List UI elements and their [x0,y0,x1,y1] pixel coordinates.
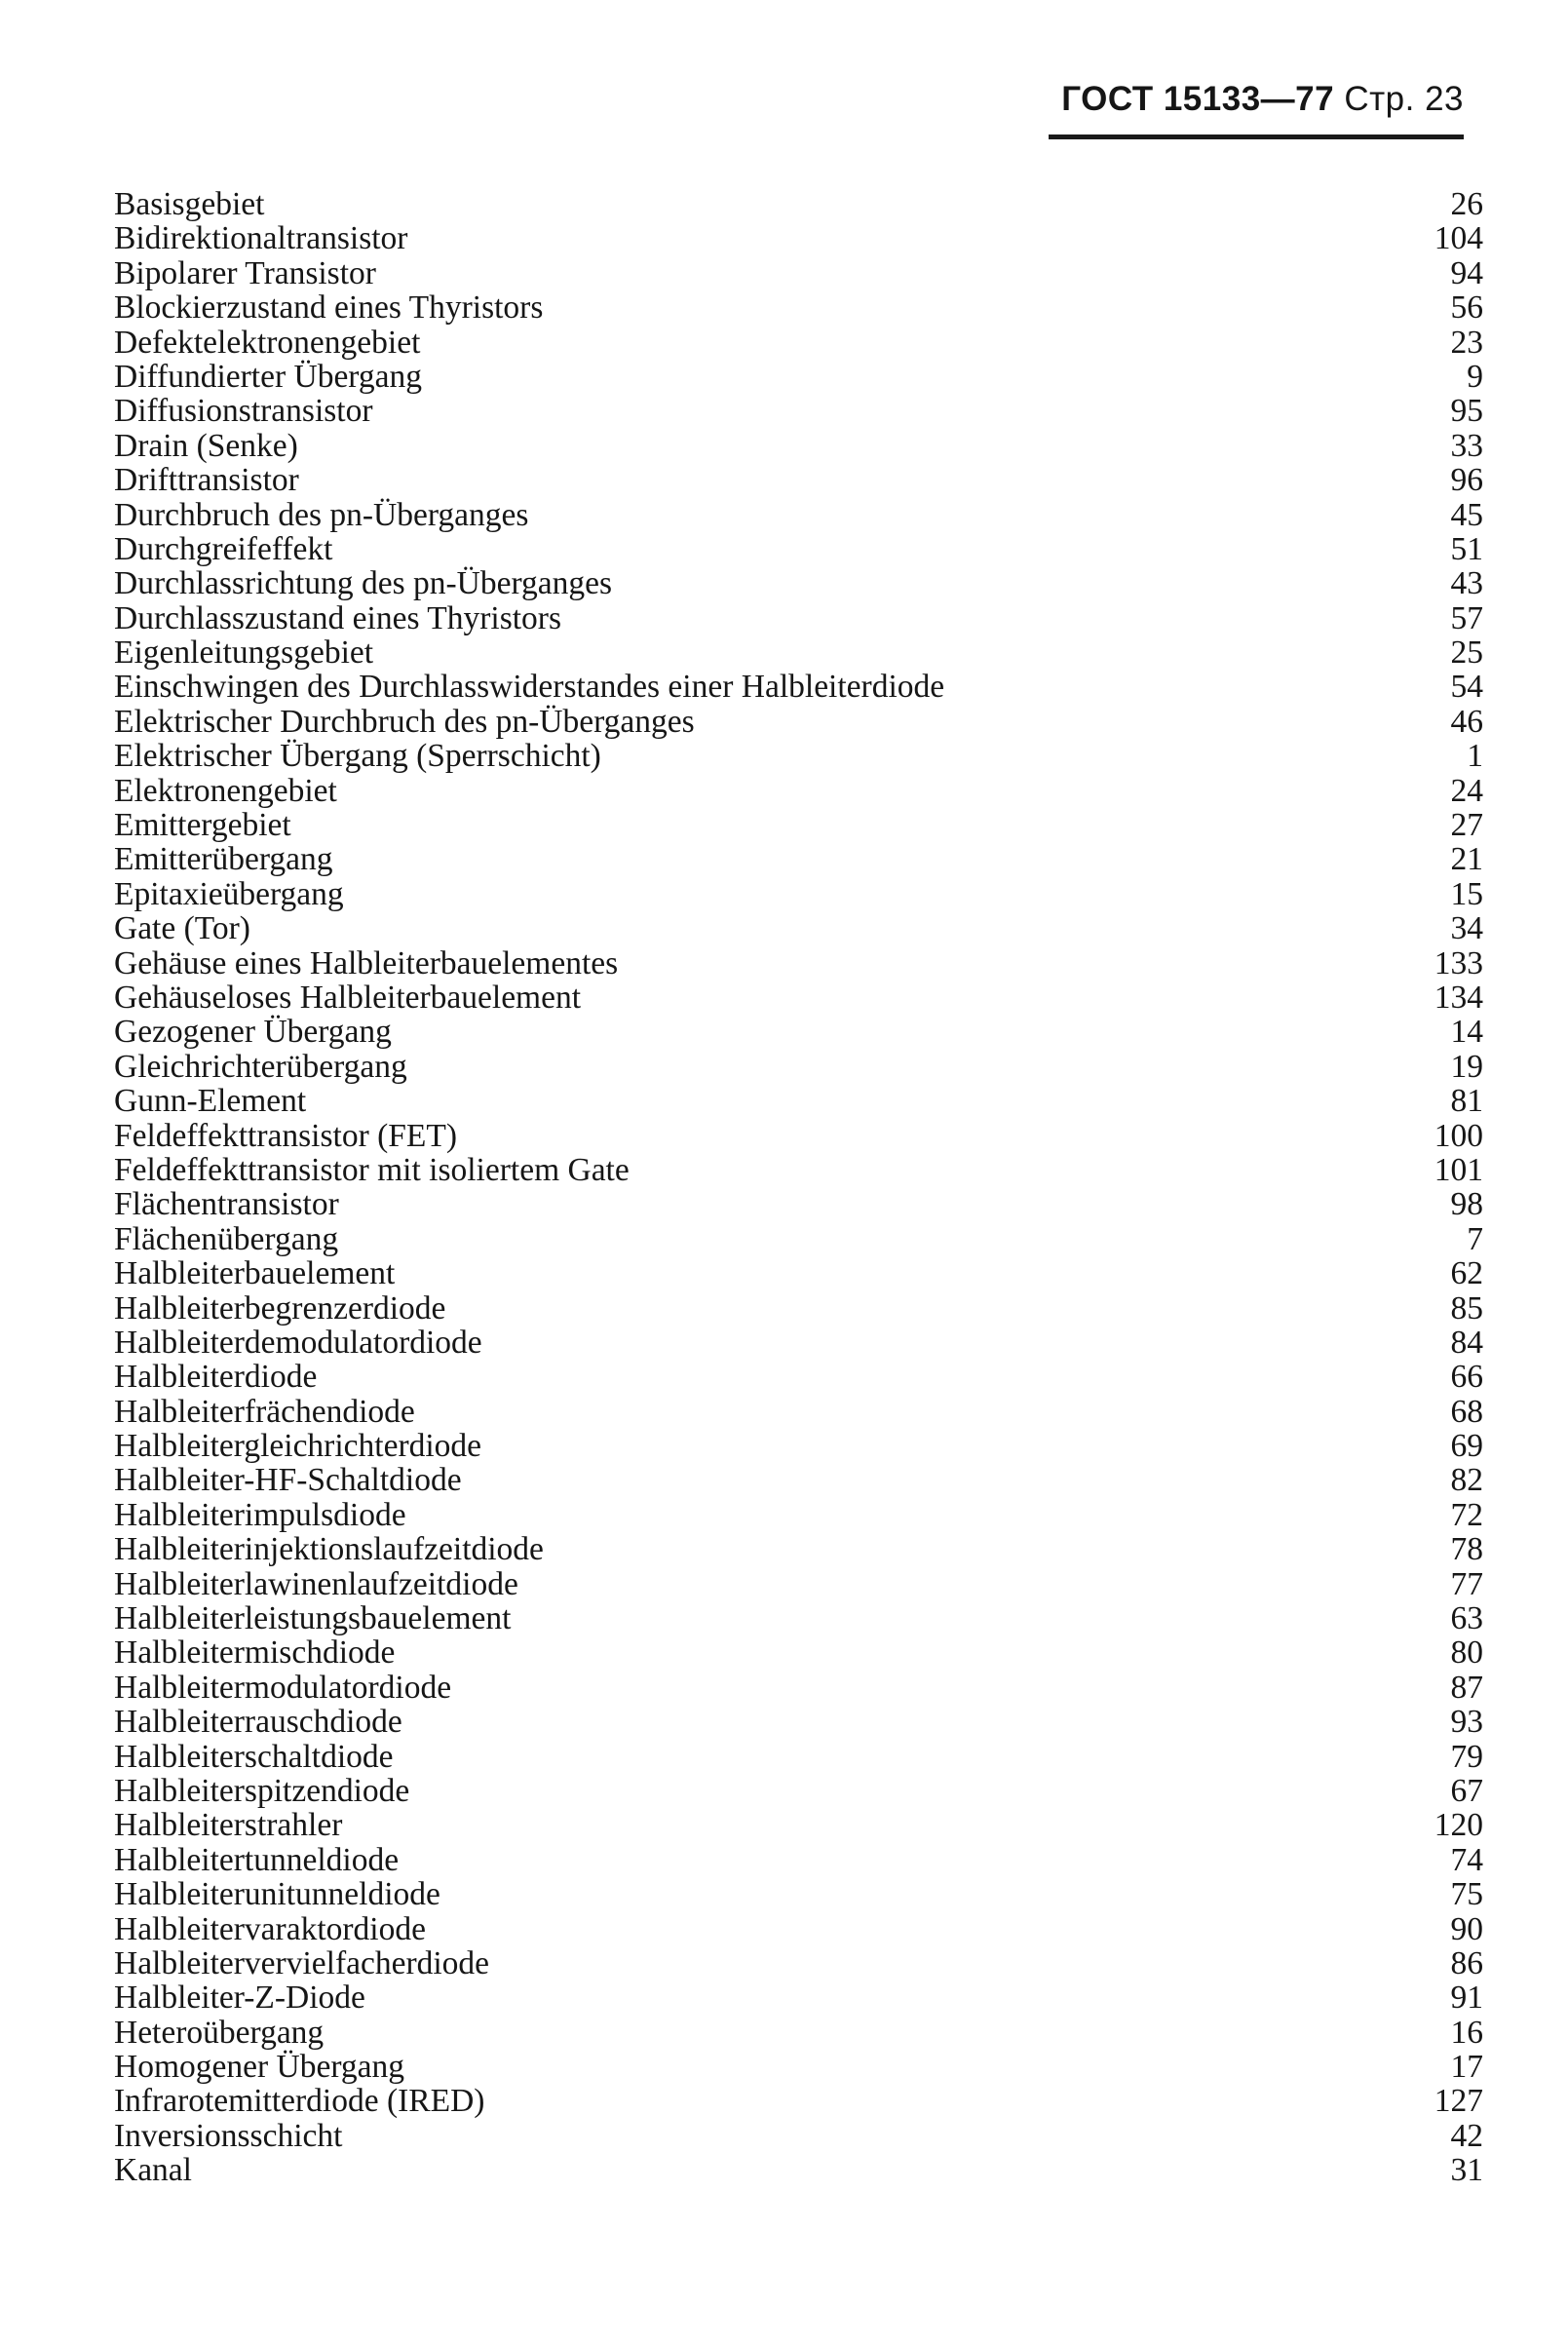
index-entry [114,498,1483,532]
header-rule [1049,135,1464,139]
index-page-number: 96 [1450,462,1483,499]
index-term: Halbleiterinjektionslaufzeitdiode [114,1531,544,1568]
index-term: Halbleiterbegrenzerdiode [114,1289,446,1326]
index-term: Halbleitervaraktordiode [114,1910,426,1947]
index-page-number: 46 [1450,703,1483,740]
index-entry [114,980,1483,1015]
index-entry [114,463,1483,497]
index-entry [114,1671,1483,1705]
index-page-number: 98 [1450,1186,1483,1223]
index-page-number: 100 [1434,1117,1483,1154]
index-entry [114,1740,1483,1774]
index-entry [114,290,1483,325]
index-term: Halbleiterschaltdiode [114,1738,394,1775]
index-page-number: 87 [1450,1669,1483,1706]
index-entry [114,808,1483,842]
standard-number: ГОСТ 15133—77 [1061,80,1335,118]
index-entry [114,601,1483,635]
index-term: Epitaxieübergang [114,875,344,912]
index-page-number: 14 [1450,1014,1483,1051]
index-term: Durchbruch des pn-Überganges [114,496,529,533]
index-page-number: 24 [1450,772,1483,809]
index-page-number: 51 [1450,530,1483,567]
index-entry [114,394,1483,428]
index-page-number: 91 [1450,1980,1483,2017]
index-entry [114,1877,1483,1911]
index-page-number: 80 [1450,1634,1483,1672]
index-page-number: 81 [1450,1083,1483,1120]
index-entry [114,739,1483,773]
index-term: Gate (Tor) [114,910,250,947]
index-page-number: 120 [1434,1807,1483,1844]
index-entry [114,670,1483,704]
index-term: Durchlasszustand eines Thyristors [114,599,561,636]
index-entry [114,326,1483,360]
index-entry [114,566,1483,600]
index-term: Feldeffekttransistor mit isoliertem Gate [114,1151,630,1188]
page-number: Стр. 23 [1344,80,1464,118]
index-entry [114,1291,1483,1326]
index-entry [114,532,1483,566]
index-term: Halbleitertunneldiode [114,1841,400,1878]
index-term: Flächentransistor [114,1186,339,1223]
index-entry [114,946,1483,980]
index-entry [114,429,1483,463]
index-term: Inversionsschicht [114,2117,343,2154]
index-entry [114,1326,1483,1360]
index-page-number: 93 [1450,1704,1483,1741]
index-entry [114,1187,1483,1221]
index-term: Halbleiterlawinenlaufzeitdiode [114,1565,518,1602]
index-term: Blockierzustand eines Thyristors [114,289,544,327]
index-page-number: 84 [1450,1324,1483,1361]
index-entry [114,1222,1483,1256]
index-entry [114,187,1483,221]
index-page-number: 9 [1467,358,1483,395]
index-term: Bidirektionaltransistor [114,220,408,257]
index-page-number: 21 [1450,841,1483,878]
index-page-number: 62 [1450,1255,1483,1292]
index-term: Halbleiterdiode [114,1359,318,1396]
index-term: Gunn-Element [114,1083,307,1120]
index-page-number: 82 [1450,1462,1483,1499]
index-term: Feldeffekttransistor (FET) [114,1117,457,1154]
index-page-number: 90 [1450,1910,1483,1947]
index-page-number: 17 [1450,2049,1483,2086]
index-term: Gehäuseloses Halbleiterbauelement [114,979,582,1016]
index-entry [114,1498,1483,1532]
index-page-number: 133 [1434,944,1483,981]
index-term: Gezogener Übergang [114,1014,392,1051]
index-page-number: 23 [1450,324,1483,361]
index-entry [114,1980,1483,2015]
index-term: Halbleiter-Z-Diode [114,1980,365,2017]
index-page-number: 15 [1450,875,1483,912]
index-entry [114,256,1483,290]
index-term: Halbleiterstrahler [114,1807,343,1844]
index-entry [114,1601,1483,1635]
index-term: Kanal [114,2152,192,2189]
index-term: Gehäuse eines Halbleiterbauelementes [114,944,619,981]
index-term: Halbleiterdemodulatordiode [114,1324,482,1361]
index-entry [114,1360,1483,1394]
index-term: Halbleitergleichrichterdiode [114,1428,482,1465]
index-term: Halbleitermischdiode [114,1634,396,1672]
index-page-number: 34 [1450,910,1483,947]
index-entry [114,2119,1483,2153]
index-page-number: 104 [1434,220,1483,257]
index-term: Durchgreifeffekt [114,530,333,567]
index-term: Halbleitervervielfacherdiode [114,1944,490,1981]
index-entry [114,221,1483,255]
index-list [114,187,1483,2188]
index-entry [114,2050,1483,2084]
index-term: Halbleiterbauelement [114,1255,396,1292]
index-page-number: 66 [1450,1359,1483,1396]
index-term: Emitterübergang [114,841,333,878]
index-entry [114,705,1483,739]
index-term: Infrarotemitterdiode (IRED) [114,2083,485,2120]
index-term: Halbleitermodulatordiode [114,1669,452,1706]
index-page-number: 94 [1450,254,1483,291]
index-term: Gleichrichterübergang [114,1048,407,1085]
running-head [1061,80,1464,119]
index-entry [114,842,1483,876]
index-term: Halbleiterspitzendiode [114,1772,410,1809]
index-entry [114,1808,1483,1842]
index-entry [114,360,1483,394]
index-page-number: 77 [1450,1565,1483,1602]
index-entry [114,1635,1483,1670]
index-term: Eigenleitungsgebiet [114,634,374,672]
index-entry [114,1946,1483,1980]
index-term: Elektrischer Durchbruch des pn-Überganges [114,703,695,740]
index-term: Bipolarer Transistor [114,254,376,291]
index-entry [114,1705,1483,1739]
index-term: Drifttransistor [114,462,299,499]
index-page-number: 85 [1450,1289,1483,1326]
index-page-number: 67 [1450,1772,1483,1809]
index-page-number: 16 [1450,2014,1483,2051]
index-page-number: 19 [1450,1048,1483,1085]
index-term: Homogener Übergang [114,2049,404,2086]
index-term: Basisgebiet [114,186,265,222]
index-page-number: 31 [1450,2152,1483,2189]
index-page-number: 43 [1450,565,1483,602]
index-term: Halbleiterleistungsbauelement [114,1600,512,1637]
index-entry [114,1119,1483,1153]
index-term: Elektronengebiet [114,772,337,809]
index-entry [114,1843,1483,1877]
index-entry [114,1532,1483,1566]
index-entry [114,1429,1483,1463]
index-term: Heteroübergang [114,2014,325,2051]
index-term: Halbleiterimpulsdiode [114,1496,406,1533]
index-term: Elektrischer Übergang (Sperrschicht) [114,738,601,775]
index-term: Einschwingen des Durchlasswiderstandes einer Halbleiterdiode [114,669,945,706]
index-entry [114,1912,1483,1946]
index-term: Halbleiterrauschdiode [114,1704,402,1741]
index-term: Emittergebiet [114,807,291,844]
index-entry [114,1395,1483,1429]
index-entry [114,877,1483,911]
index-page-number: 75 [1450,1876,1483,1913]
index-page-number: 56 [1450,289,1483,327]
index-term: Halbleiter-HF-Schaltdiode [114,1462,462,1499]
index-page-number: 134 [1434,979,1483,1016]
index-entry [114,911,1483,945]
index-entry [114,1463,1483,1497]
index-term: Drain (Senke) [114,427,298,464]
index-term: Defektelektronengebiet [114,324,421,361]
index-entry [114,1084,1483,1118]
index-term: Halbleiterunitunneldiode [114,1876,440,1913]
index-page-number: 45 [1450,496,1483,533]
index-entry [114,774,1483,808]
index-term: Diffundierter Übergang [114,358,422,395]
index-entry [114,2153,1483,2187]
index-entry [114,1774,1483,1808]
index-page-number: 1 [1467,738,1483,775]
index-entry [114,1050,1483,1084]
index-page-number: 78 [1450,1531,1483,1568]
index-page-number: 79 [1450,1738,1483,1775]
index-page-number: 7 [1467,1220,1483,1257]
index-page-number: 68 [1450,1393,1483,1430]
index-page-number: 74 [1450,1841,1483,1878]
index-page-number: 57 [1450,599,1483,636]
index-page-number: 72 [1450,1496,1483,1533]
index-page-number: 26 [1450,186,1483,222]
index-term: Diffusionstransistor [114,393,373,430]
index-entry [114,1256,1483,1290]
page-header [1043,80,1464,148]
index-entry [114,2016,1483,2050]
index-page-number: 27 [1450,807,1483,844]
index-page-number: 54 [1450,669,1483,706]
index-page-number: 33 [1450,427,1483,464]
index-term: Flächenübergang [114,1220,339,1257]
index-term: Durchlassrichtung des pn-Überganges [114,565,613,602]
index-term: Halbleiterfrächendiode [114,1393,415,1430]
index-entry [114,635,1483,670]
index-page-number: 42 [1450,2117,1483,2154]
index-page-number: 127 [1434,2083,1483,2120]
index-page-number: 101 [1434,1151,1483,1188]
index-page-number: 63 [1450,1600,1483,1637]
index-page-number: 95 [1450,393,1483,430]
index-page-number: 25 [1450,634,1483,672]
index-entry [114,1015,1483,1049]
index-page-number: 69 [1450,1428,1483,1465]
index-entry [114,1153,1483,1187]
index-entry [114,2084,1483,2118]
index-entry [114,1567,1483,1601]
index-page-number: 86 [1450,1944,1483,1981]
